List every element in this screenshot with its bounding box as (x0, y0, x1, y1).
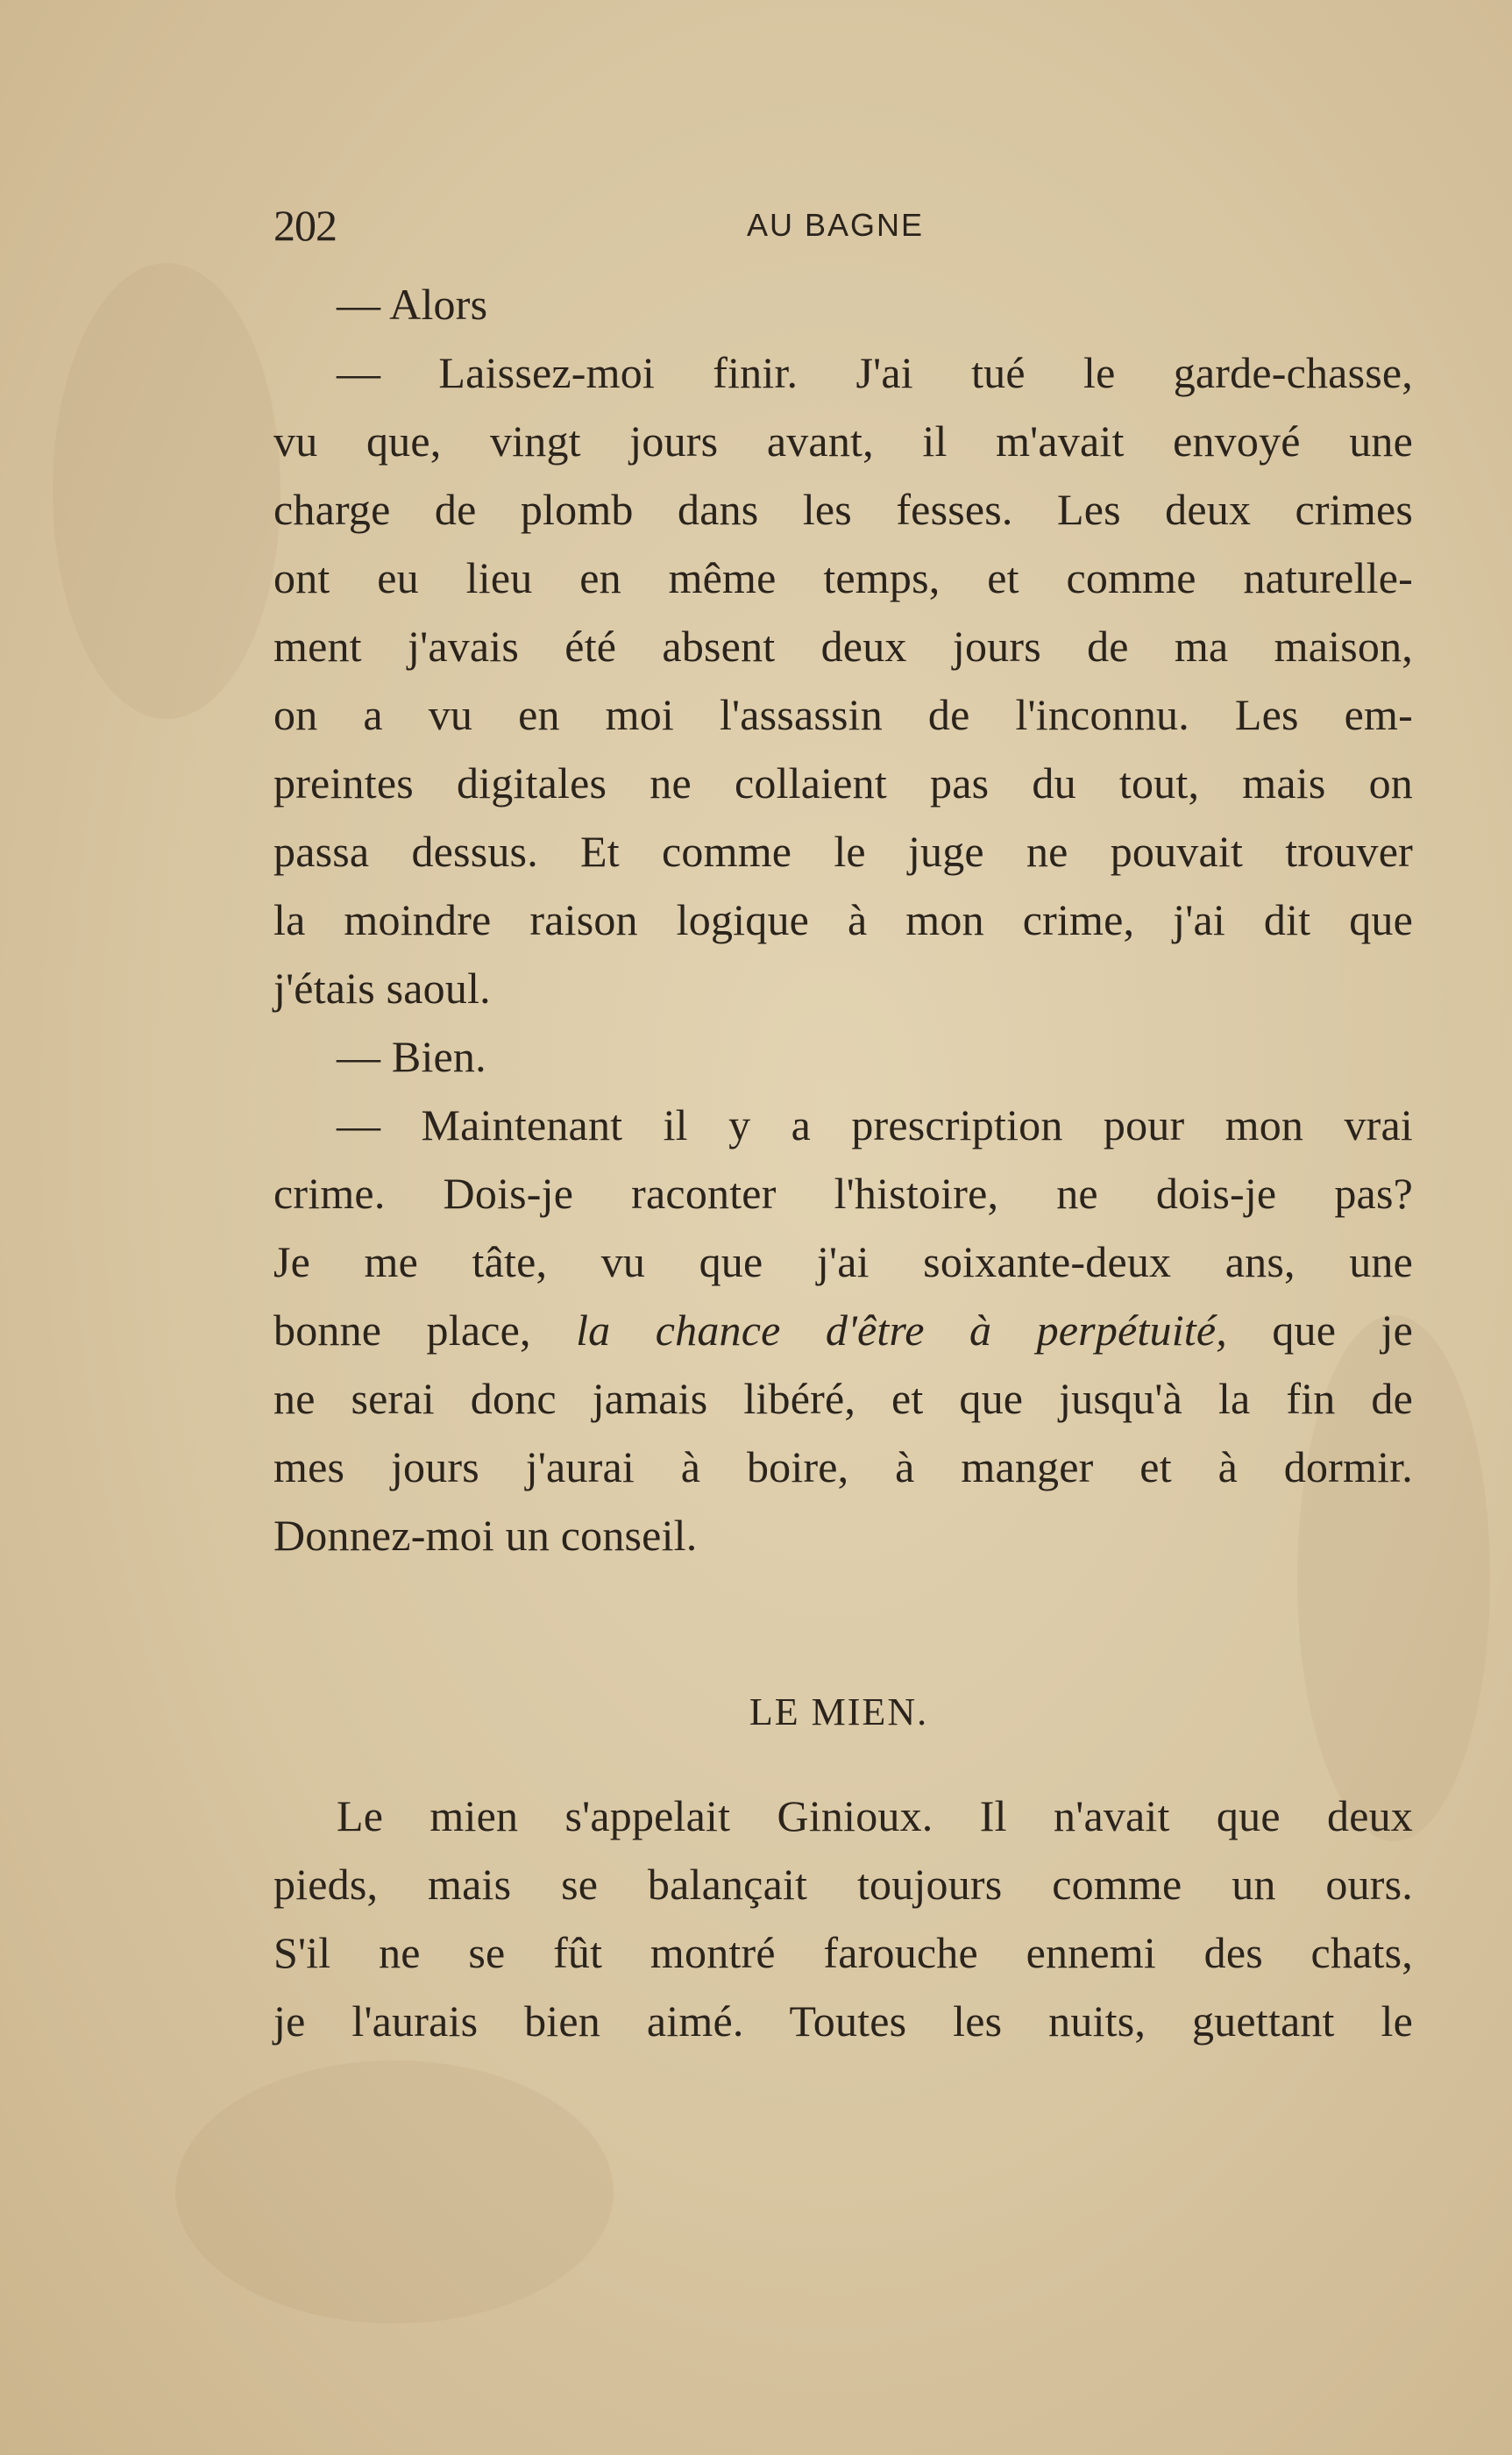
text-line: passa dessus. Et comme le juge ne pouvait trouver (273, 827, 1413, 876)
running-head: AU BAGNE (747, 207, 925, 243)
text-line: — Alors (337, 280, 488, 329)
paper-stain (53, 263, 280, 719)
italic-emphasis: la chance d'être à perpétuité, (576, 1306, 1227, 1355)
text-line: ment j'avais été absent deux jours de ma maison, (273, 622, 1413, 671)
text-line: pieds, mais se balançait toujours comme un ours. (273, 1860, 1413, 1909)
text-line: bonne place, la chance d'être à perpétuité, que je (273, 1306, 1413, 1355)
text-line: — Maintenant il y a prescription pour mon vrai (337, 1100, 1413, 1149)
text-line: S'il ne se fût montré farouche ennemi des chats, (273, 1928, 1413, 1977)
text-line: Donnez-moi un conseil. (273, 1511, 698, 1560)
text-line: ont eu lieu en même temps, et comme naturelle- (273, 553, 1413, 602)
text-line: on a vu en moi l'assassin de l'inconnu. Les em- (273, 690, 1413, 739)
text-line: vu que, vingt jours avant, il m'avait envoyé une (273, 416, 1413, 466)
text-line: charge de plomb dans les fesses. Les deux crimes (273, 485, 1413, 534)
section-heading: LE MIEN. (749, 1690, 929, 1733)
text-line: je l'aurais bien aimé. Toutes les nuits, guettant le (273, 1996, 1413, 2046)
text-line: Je me tâte, vu que j'ai soixante-deux ans, une (273, 1237, 1413, 1286)
text-line: ne serai donc jamais libéré, et que jusqu'à la fin de (273, 1374, 1413, 1423)
page-number: 202 (273, 201, 337, 250)
text-line: j'étais saoul. (273, 964, 491, 1013)
text-line: Le mien s'appelait Ginioux. Il n'avait que deux (337, 1791, 1413, 1840)
text-line: preintes digitales ne collaient pas du tout, mais on (273, 758, 1413, 808)
paper-stain (175, 2060, 614, 2323)
text-line: la moindre raison logique à mon crime, j'ai dit que (273, 895, 1413, 944)
page-header (273, 195, 1404, 256)
text-line: — Bien. (337, 1032, 486, 1081)
body-text (273, 270, 1413, 1569)
text-line: crime. Dois-je raconter l'histoire, ne dois-je pas? (273, 1169, 1413, 1218)
section-text (273, 1782, 1413, 2055)
text-line: — Laissez-moi finir. J'ai tué le garde-chasse, (337, 348, 1413, 397)
text-line: mes jours j'aurai à boire, à manger et à dormir. (273, 1442, 1413, 1491)
